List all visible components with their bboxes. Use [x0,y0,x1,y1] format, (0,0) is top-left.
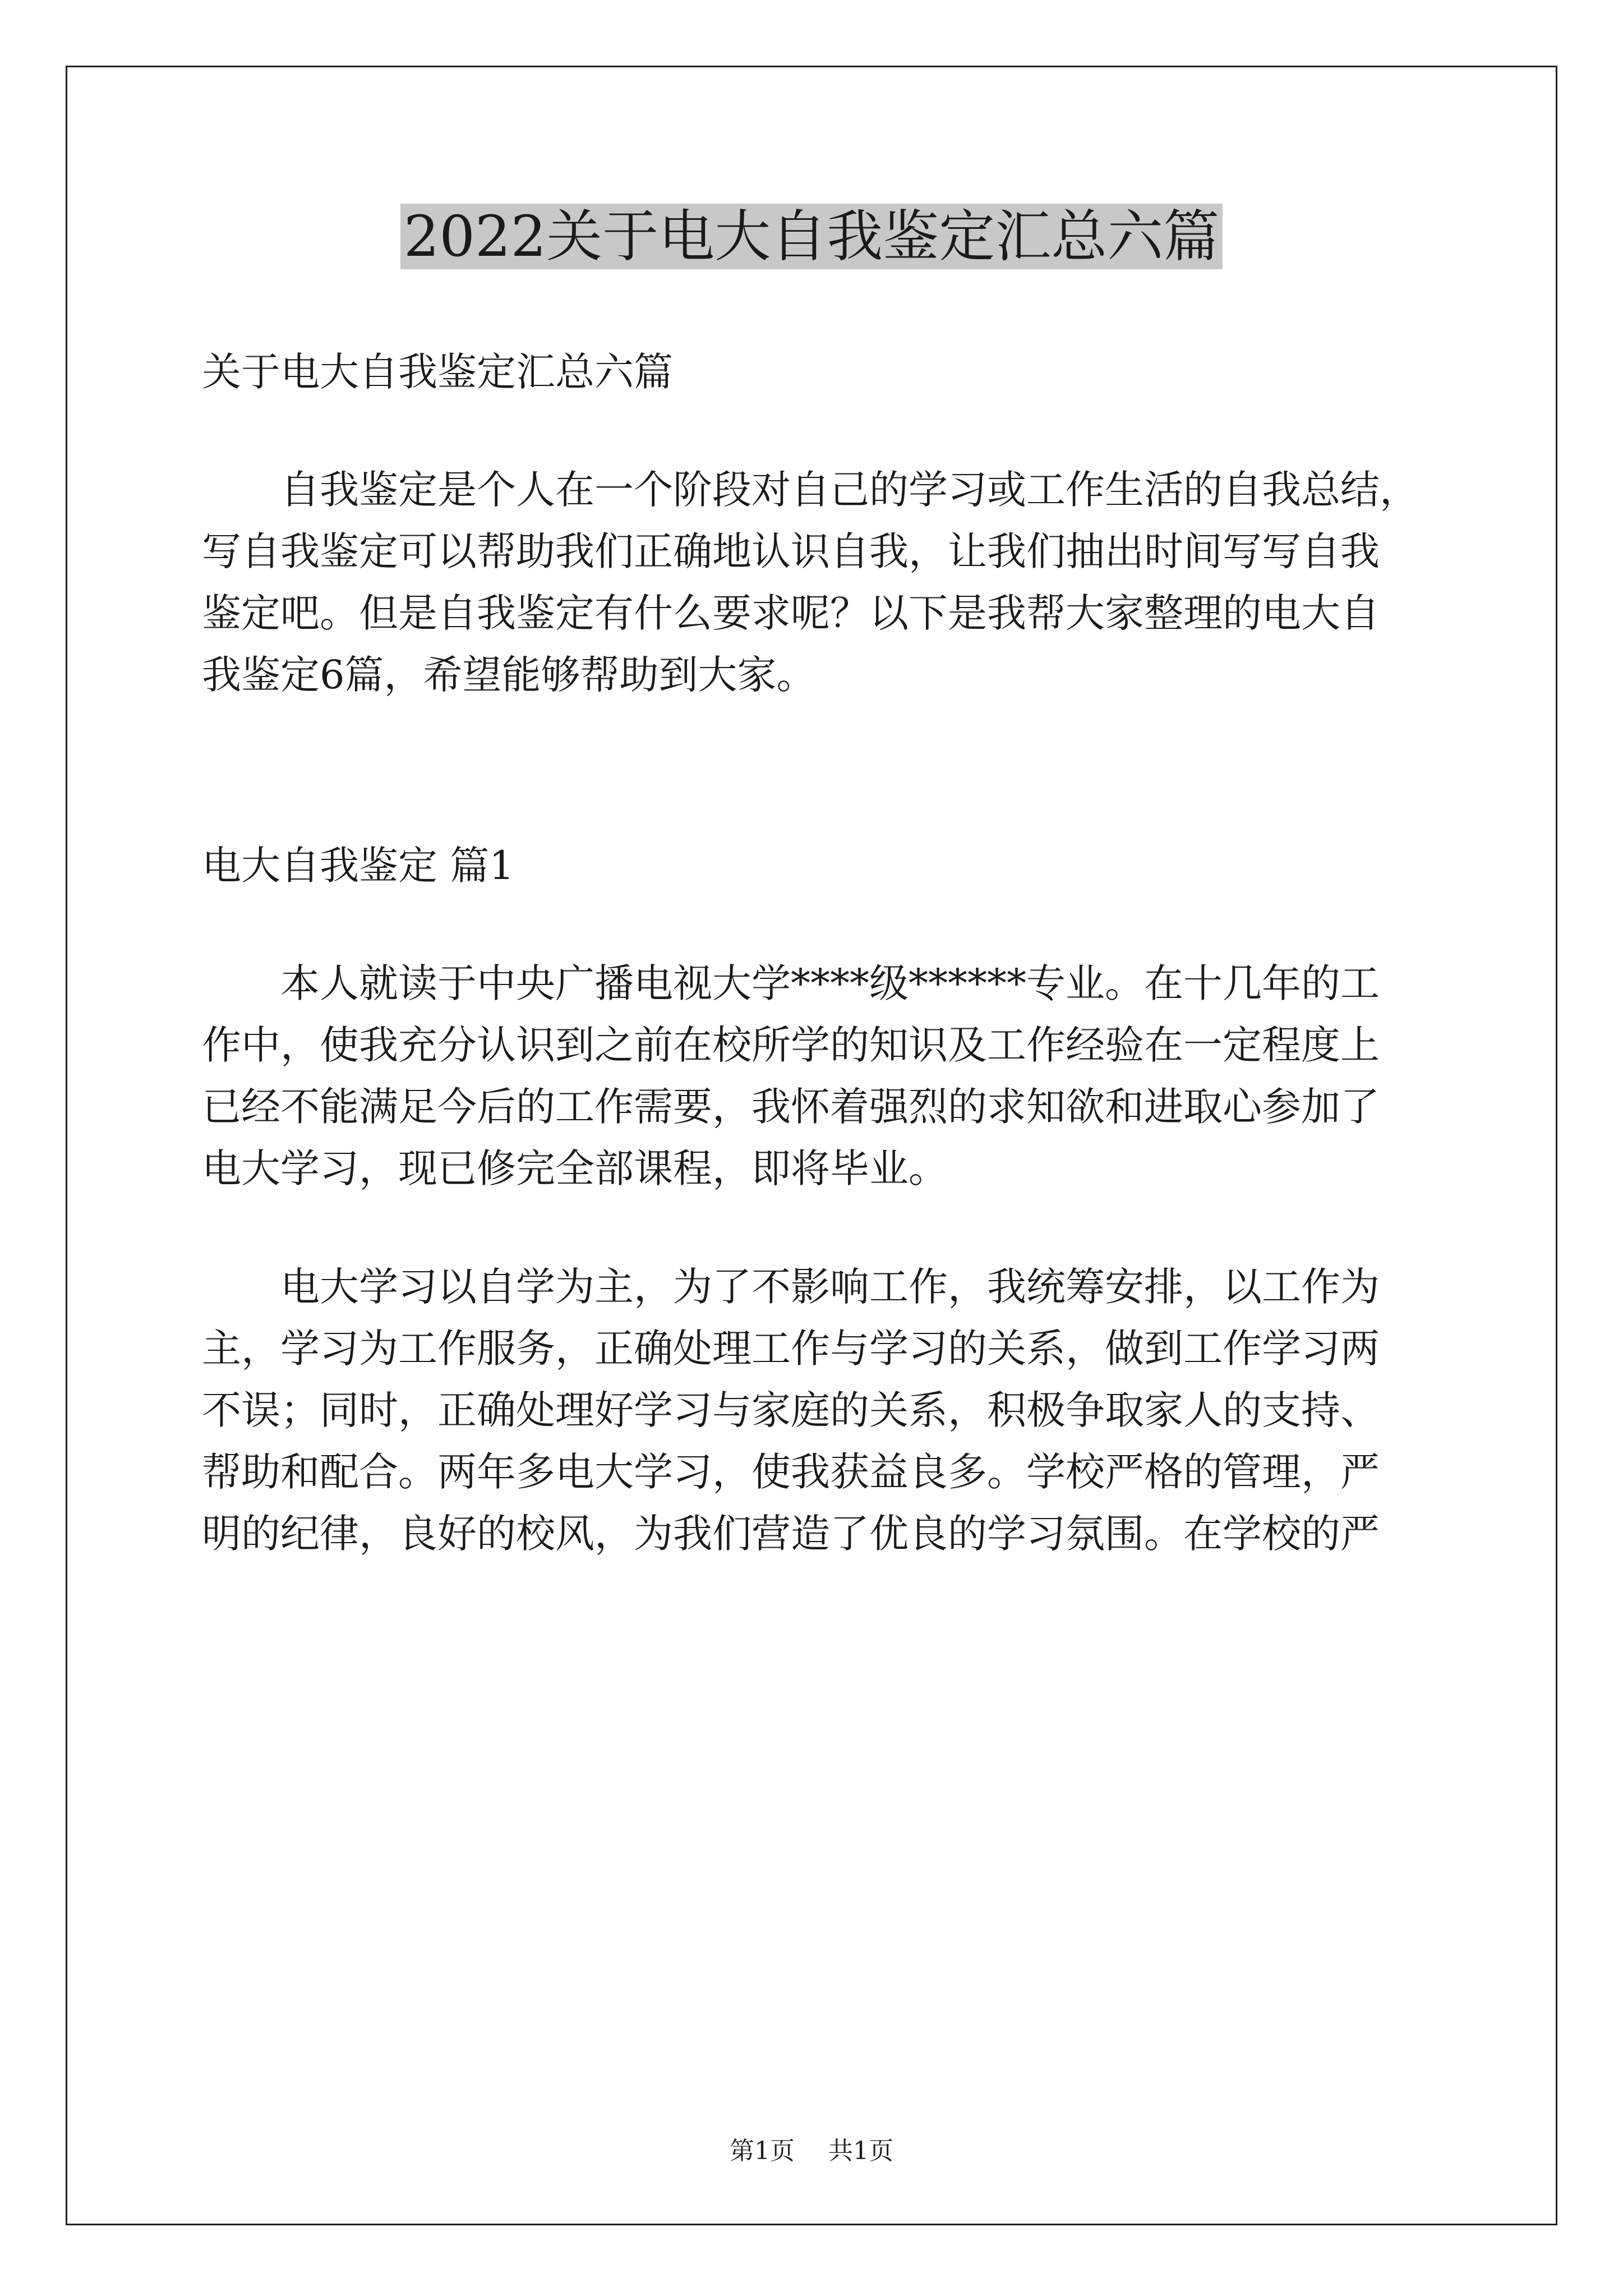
document-subtitle: 关于电大自我鉴定汇总六篇 [202,349,673,395]
paragraph-line: 不误；同时，正确处理好学习与家庭的关系，积极争取家人的支持、 [202,1387,1380,1433]
intro-paragraph [202,459,1438,706]
paragraph-line: 明的纪律，良好的校风，为我们营造了优良的学习氛围。在学校的严 [202,1511,1380,1557]
paragraph-line: 自我鉴定是个人在一个阶段对自己的学习或工作生活的自我总结， [280,467,1419,513]
paragraph-line: 写自我鉴定可以帮助我们正确地认识自我，让我们抽出时间写写自我 [202,528,1380,574]
paragraph-line: 主，学习为工作服务，正确处理工作与学习的关系，做到工作学习两 [202,1326,1380,1372]
paragraph-line: 电大学习以自学为主，为了不影响工作，我统筹安排，以工作为 [280,1264,1380,1310]
paragraph-line: 作中，使我充分认识到之前在校所学的知识及工作经验在一定程度上 [202,1022,1380,1068]
section-heading: 电大自我鉴定 篇1 [202,843,514,889]
paragraph-line: 我鉴定6篇，希望能够帮助到大家。 [202,652,816,698]
document-title-block [0,197,1623,276]
document-title: 2022关于电大自我鉴定汇总六篇 [400,204,1223,269]
paragraph-line: 本人就读于中央广播电视大学****级******专业。在十几年的工 [280,960,1380,1006]
paragraph-line: 帮助和配合。两年多电大学习，使我获益良多。学校严格的管理，严 [202,1449,1380,1495]
paragraph-line: 电大学习，现已修完全部课程，即将毕业。 [202,1145,948,1191]
body-paragraph-2 [202,1256,1438,1565]
body-paragraph-1 [202,953,1438,1199]
paragraph-line: 已经不能满足今后的工作需要，我怀着强烈的求知欲和进取心参加了 [202,1084,1380,1130]
paragraph-line: 鉴定吧。但是自我鉴定有什么要求呢？以下是我帮大家整理的电大自 [202,590,1380,636]
document-body [202,341,1438,1621]
page-number: 第1页 [730,2137,795,2165]
page-footer [0,2134,1623,2168]
page-total: 共1页 [828,2137,893,2165]
